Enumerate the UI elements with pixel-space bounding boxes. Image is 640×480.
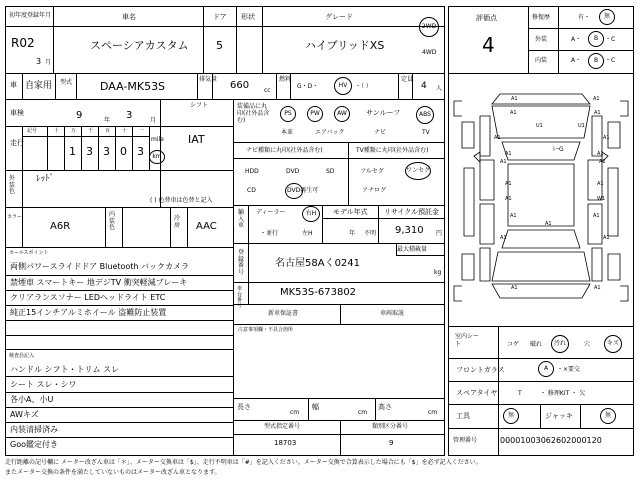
mileage-digit: 3 xyxy=(86,145,93,158)
model-code: DAA-MK53S xyxy=(100,80,166,93)
diagram-mark: A1 xyxy=(511,285,518,291)
equipment-label: 装備品に丸印(社外品含む) xyxy=(237,103,270,124)
grade-label: グレード xyxy=(325,13,353,21)
glass-a-circle: A xyxy=(538,361,554,377)
interior-b-circle: B xyxy=(588,53,604,69)
importer-lhd: 左H xyxy=(302,230,313,237)
interior-c: ・C xyxy=(605,57,616,64)
displacement-label: 排気量 xyxy=(199,76,218,83)
score-value: 4 xyxy=(482,33,495,57)
jack-none-circle: 無 xyxy=(600,408,616,424)
diagram-mark: U1 xyxy=(536,123,543,129)
interior-a: A・ xyxy=(571,57,582,64)
digit-header: 十 xyxy=(122,128,128,134)
repair-yes: 有・ xyxy=(578,14,591,21)
exterior-b-circle: B xyxy=(588,31,604,47)
diagram-mark: A1 xyxy=(594,285,601,291)
inspector-line: Goo鑑定付き xyxy=(10,440,58,449)
seat-option: コゲ xyxy=(507,341,520,348)
capacity-unit: 人 xyxy=(436,85,443,92)
diagram-mark: A1 xyxy=(511,96,518,102)
diagram-mark: W1 xyxy=(597,196,606,202)
jack-label: ジャッキ xyxy=(545,412,573,420)
repair-label: 修復歴 xyxy=(532,14,551,21)
doors: 5 xyxy=(216,39,223,52)
diagram-mark: A1 xyxy=(593,213,600,219)
importer-dealer: ディーラー xyxy=(256,209,286,216)
digit-header: 一 xyxy=(139,128,145,134)
exterior-a: A・ xyxy=(571,36,582,43)
color-code-label: カラー xyxy=(7,214,23,220)
navi-item: HDD xyxy=(245,168,259,175)
reg-month: 3 xyxy=(36,57,42,66)
doors-label: ドア xyxy=(213,13,227,21)
diagram-mark: A1 xyxy=(545,221,552,227)
class-number-label: 類別区分番号 xyxy=(372,423,409,430)
inspection-month: 3 xyxy=(126,110,133,121)
glass-label: フロントガラス xyxy=(456,366,505,374)
tools-label: 工具 xyxy=(456,412,470,420)
seat-label: 室内シート xyxy=(455,333,480,348)
navi-item: CD xyxy=(247,187,256,194)
car-label: 車 xyxy=(10,81,17,89)
reg-month-unit: 月 xyxy=(45,59,52,66)
inspection-year-unit: 年 xyxy=(104,117,111,124)
equipment-sunroof: サンルーフ xyxy=(366,109,401,117)
mileage-digit: 0 xyxy=(120,145,127,158)
exterior-label: 外装 xyxy=(535,36,548,43)
interior-label: 内装 xyxy=(535,57,548,64)
max-load-label: 最大積載量 xyxy=(397,246,428,253)
mileage-digit: 3 xyxy=(137,145,144,158)
spare-label: スペアタイヤ xyxy=(456,389,498,397)
footer-line-1: 走行距離の記号欄に メーター改ざん車は「＊」、メーター交換車は「$」、走行不明車は「#」を記入ください。メーター交換で合算表示した場合にも「$」を必ず記入ください。 xyxy=(5,459,482,466)
tv-item: アナログ xyxy=(362,187,387,194)
navi-item: DVD xyxy=(286,168,300,175)
diagram-mark: A1 xyxy=(597,181,604,187)
seat-scratch-circle: キズ xyxy=(604,335,622,353)
ac-value: AAC xyxy=(196,221,217,232)
warranty-new-car: 新車保証書 xyxy=(268,310,299,317)
recycle-label: リサイクル預託金 xyxy=(384,208,440,216)
diagram-mark: A1 xyxy=(500,159,507,165)
shift-label: シフト xyxy=(190,102,209,109)
cc-unit: cc xyxy=(264,87,271,94)
spare-t: T xyxy=(518,390,522,397)
capacity-label: 定員 xyxy=(401,76,414,83)
diagram-mark: A1 xyxy=(505,181,512,187)
purpose: 自家用 xyxy=(25,81,53,91)
digit-header: 十 xyxy=(54,128,60,134)
inspection-month-unit: 月 xyxy=(150,117,157,124)
tv-oneseg-circle: ワンセグ xyxy=(405,162,431,180)
tools-none-circle: 無 xyxy=(503,408,519,424)
drive-2wd-circle: 2WD xyxy=(419,17,439,37)
class-number-value: 9 xyxy=(389,439,394,447)
type-designation-value: 18703 xyxy=(274,439,297,447)
type-designation-label: 型式指定番号 xyxy=(264,423,301,430)
grade: ハイブリッドXS xyxy=(305,39,385,52)
mileage-record-label: 記号 xyxy=(27,128,38,134)
equipment-ps-circle: PS xyxy=(280,106,296,122)
repair-no-circle: 無 xyxy=(599,9,615,25)
notes-label: 注意事項欄・不具合箇所 xyxy=(238,327,294,333)
spare-options: ・ 修理KIT ・ 欠 xyxy=(540,390,586,397)
model-year-label: モデル年式 xyxy=(333,208,368,216)
diagram-mark: A1 xyxy=(505,196,512,202)
tv-item: フルセグ xyxy=(360,168,384,175)
height-unit: cm xyxy=(428,409,438,416)
exterior-c: ・C xyxy=(605,36,616,43)
max-load-unit: kg xyxy=(434,269,442,276)
displacement: 660 xyxy=(230,80,250,91)
width-unit: cm xyxy=(358,409,368,416)
height-label: 高さ xyxy=(378,403,392,411)
mileage-unit-mile: mile xyxy=(151,136,164,143)
tv-type-label: TV種類に丸印(社外品含む) xyxy=(356,147,429,154)
inspection-year: 9 xyxy=(76,110,83,121)
chassis-label: 車台番号 xyxy=(237,286,243,309)
diagram-mark: A1 xyxy=(597,151,604,157)
plate-value: 名古屋58Aく0241 xyxy=(275,258,361,269)
reg-year: R02 xyxy=(11,36,35,50)
drive-4wd: 4WD xyxy=(422,49,437,56)
mileage-label: 走行 xyxy=(10,139,24,147)
sales-point-line: 純正15インチアルミホイール 盗難防止装置 xyxy=(10,308,167,317)
diagram-mark: A1 xyxy=(594,110,601,116)
sales-point-line: クリアランスソナー LEDヘッドライト ETC xyxy=(10,293,166,302)
diagram-mark: A1 xyxy=(510,110,517,116)
score-label: 評価点 xyxy=(476,14,497,22)
navi-type-label: ナビ種類に丸印(社外品含む) xyxy=(246,147,323,154)
fuel-options: G・D・ xyxy=(297,83,319,90)
mileage-km-circle: km xyxy=(149,150,165,164)
diagram-center: ﾚｰG xyxy=(553,146,564,153)
chassis-value: MK53S-673802 xyxy=(280,287,357,298)
recycle-unit: 円 xyxy=(436,230,443,237)
digit-header: 百 xyxy=(105,128,111,134)
inspector-line: ハンドル シフト・トリム スレ xyxy=(10,365,120,374)
diagram-mark: A1 xyxy=(593,96,600,102)
fuel-hv-circle: HV xyxy=(334,77,352,95)
warranty-manual: 車両取説 xyxy=(380,310,405,317)
inspector-line: 各小A、小U xyxy=(10,395,54,404)
diagram-mark: A1 xyxy=(494,135,501,141)
model-code-label: 型式 xyxy=(60,79,73,86)
interior-color-label: 内装色 xyxy=(109,211,116,232)
digit-header: 千 xyxy=(88,128,94,134)
capacity: 4 xyxy=(421,81,427,91)
diagram-mark: A1 xyxy=(603,235,610,241)
color-code: A6R xyxy=(50,221,71,232)
equipment-leather: 本革 xyxy=(281,129,294,136)
equipment-navi: ナビ xyxy=(374,129,387,136)
inspector-label: 検査員記入 xyxy=(9,353,35,359)
navi-item: SD xyxy=(326,168,335,175)
recycle-value: 9,310 xyxy=(395,225,424,236)
equipment-airbag: エアバック xyxy=(315,129,345,136)
diagram-mark: A1 xyxy=(505,151,512,157)
importer-rhd-circle: 右H xyxy=(302,206,320,222)
sales-points-label: セールスポイント xyxy=(9,250,49,256)
seat-option: 穴 xyxy=(584,341,591,348)
diagram-mark: A1 xyxy=(500,235,507,241)
equipment-aw-circle: AW xyxy=(334,106,350,122)
inspector-line: AWキズ xyxy=(10,410,39,419)
importer-label: 輸入車 xyxy=(238,209,245,230)
model-year-unit: 年 xyxy=(349,230,356,237)
color-label: 外装色 xyxy=(9,175,16,196)
seat-stain-circle: 汚れ xyxy=(551,335,569,353)
sales-point-line: 両側パワースライドドア Bluetooth バックカメラ xyxy=(10,262,190,271)
mileage-digit: 1 xyxy=(69,145,76,158)
inspector-line: 内装清掃済み xyxy=(10,425,58,434)
diagram-mark: A1 xyxy=(510,213,517,219)
navi-dvd-circle xyxy=(285,183,303,199)
reg-year-label: 初年度登録年月 xyxy=(9,12,52,19)
management-number-label: 管理番号 xyxy=(453,437,478,444)
plate-label: 登録番号 xyxy=(238,249,245,276)
equipment-tv: TV xyxy=(422,129,430,136)
length-unit: cm xyxy=(290,409,300,416)
importer-parallel: ・並行 xyxy=(260,230,279,237)
diagram-mark: U1 xyxy=(578,123,585,129)
seat-option: 破れ xyxy=(530,341,543,348)
navi-item-dvd-playback: DVD再生可 xyxy=(287,187,319,194)
color-note: ( ) 色替車は色替と記入 xyxy=(150,197,213,204)
management-number: 00001003062602000120 xyxy=(500,436,602,445)
model-year-value: 不明 xyxy=(364,230,377,237)
model-name: スペーシアカスタム xyxy=(90,39,189,52)
color-value: ﾚｯﾄﾞ xyxy=(36,174,55,184)
footer-line-2: またメーター交換の条件を満たしていないものはメーター改ざん車となります。 xyxy=(5,469,221,476)
shape-label: 形状 xyxy=(241,13,255,21)
glass-rest: ・×要交 xyxy=(557,366,581,373)
diagram-mark: A1 xyxy=(599,159,606,165)
model-name-label: 車名 xyxy=(122,13,136,21)
diagram-mark: A1 xyxy=(603,135,610,141)
equipment-abs-circle: ABS xyxy=(416,106,434,124)
inspection-label: 車検 xyxy=(10,109,24,117)
fuel-other: ・（ ） xyxy=(355,83,372,90)
width-label: 幅 xyxy=(312,403,319,411)
length-label: 長さ xyxy=(237,403,251,411)
shift: IAT xyxy=(188,133,205,146)
sales-point-line: 禁煙車 スマートキー 地デジTV 衝突軽減ブレーキ xyxy=(10,278,188,287)
inspector-line: シート スレ・シワ xyxy=(10,380,77,389)
equipment-pw-circle: PW xyxy=(307,106,323,122)
mileage-digit: 3 xyxy=(103,145,110,158)
ac-label: 冷房 xyxy=(174,215,181,229)
fuel-label: 燃料 xyxy=(279,76,292,83)
digit-header: 万 xyxy=(71,128,77,134)
